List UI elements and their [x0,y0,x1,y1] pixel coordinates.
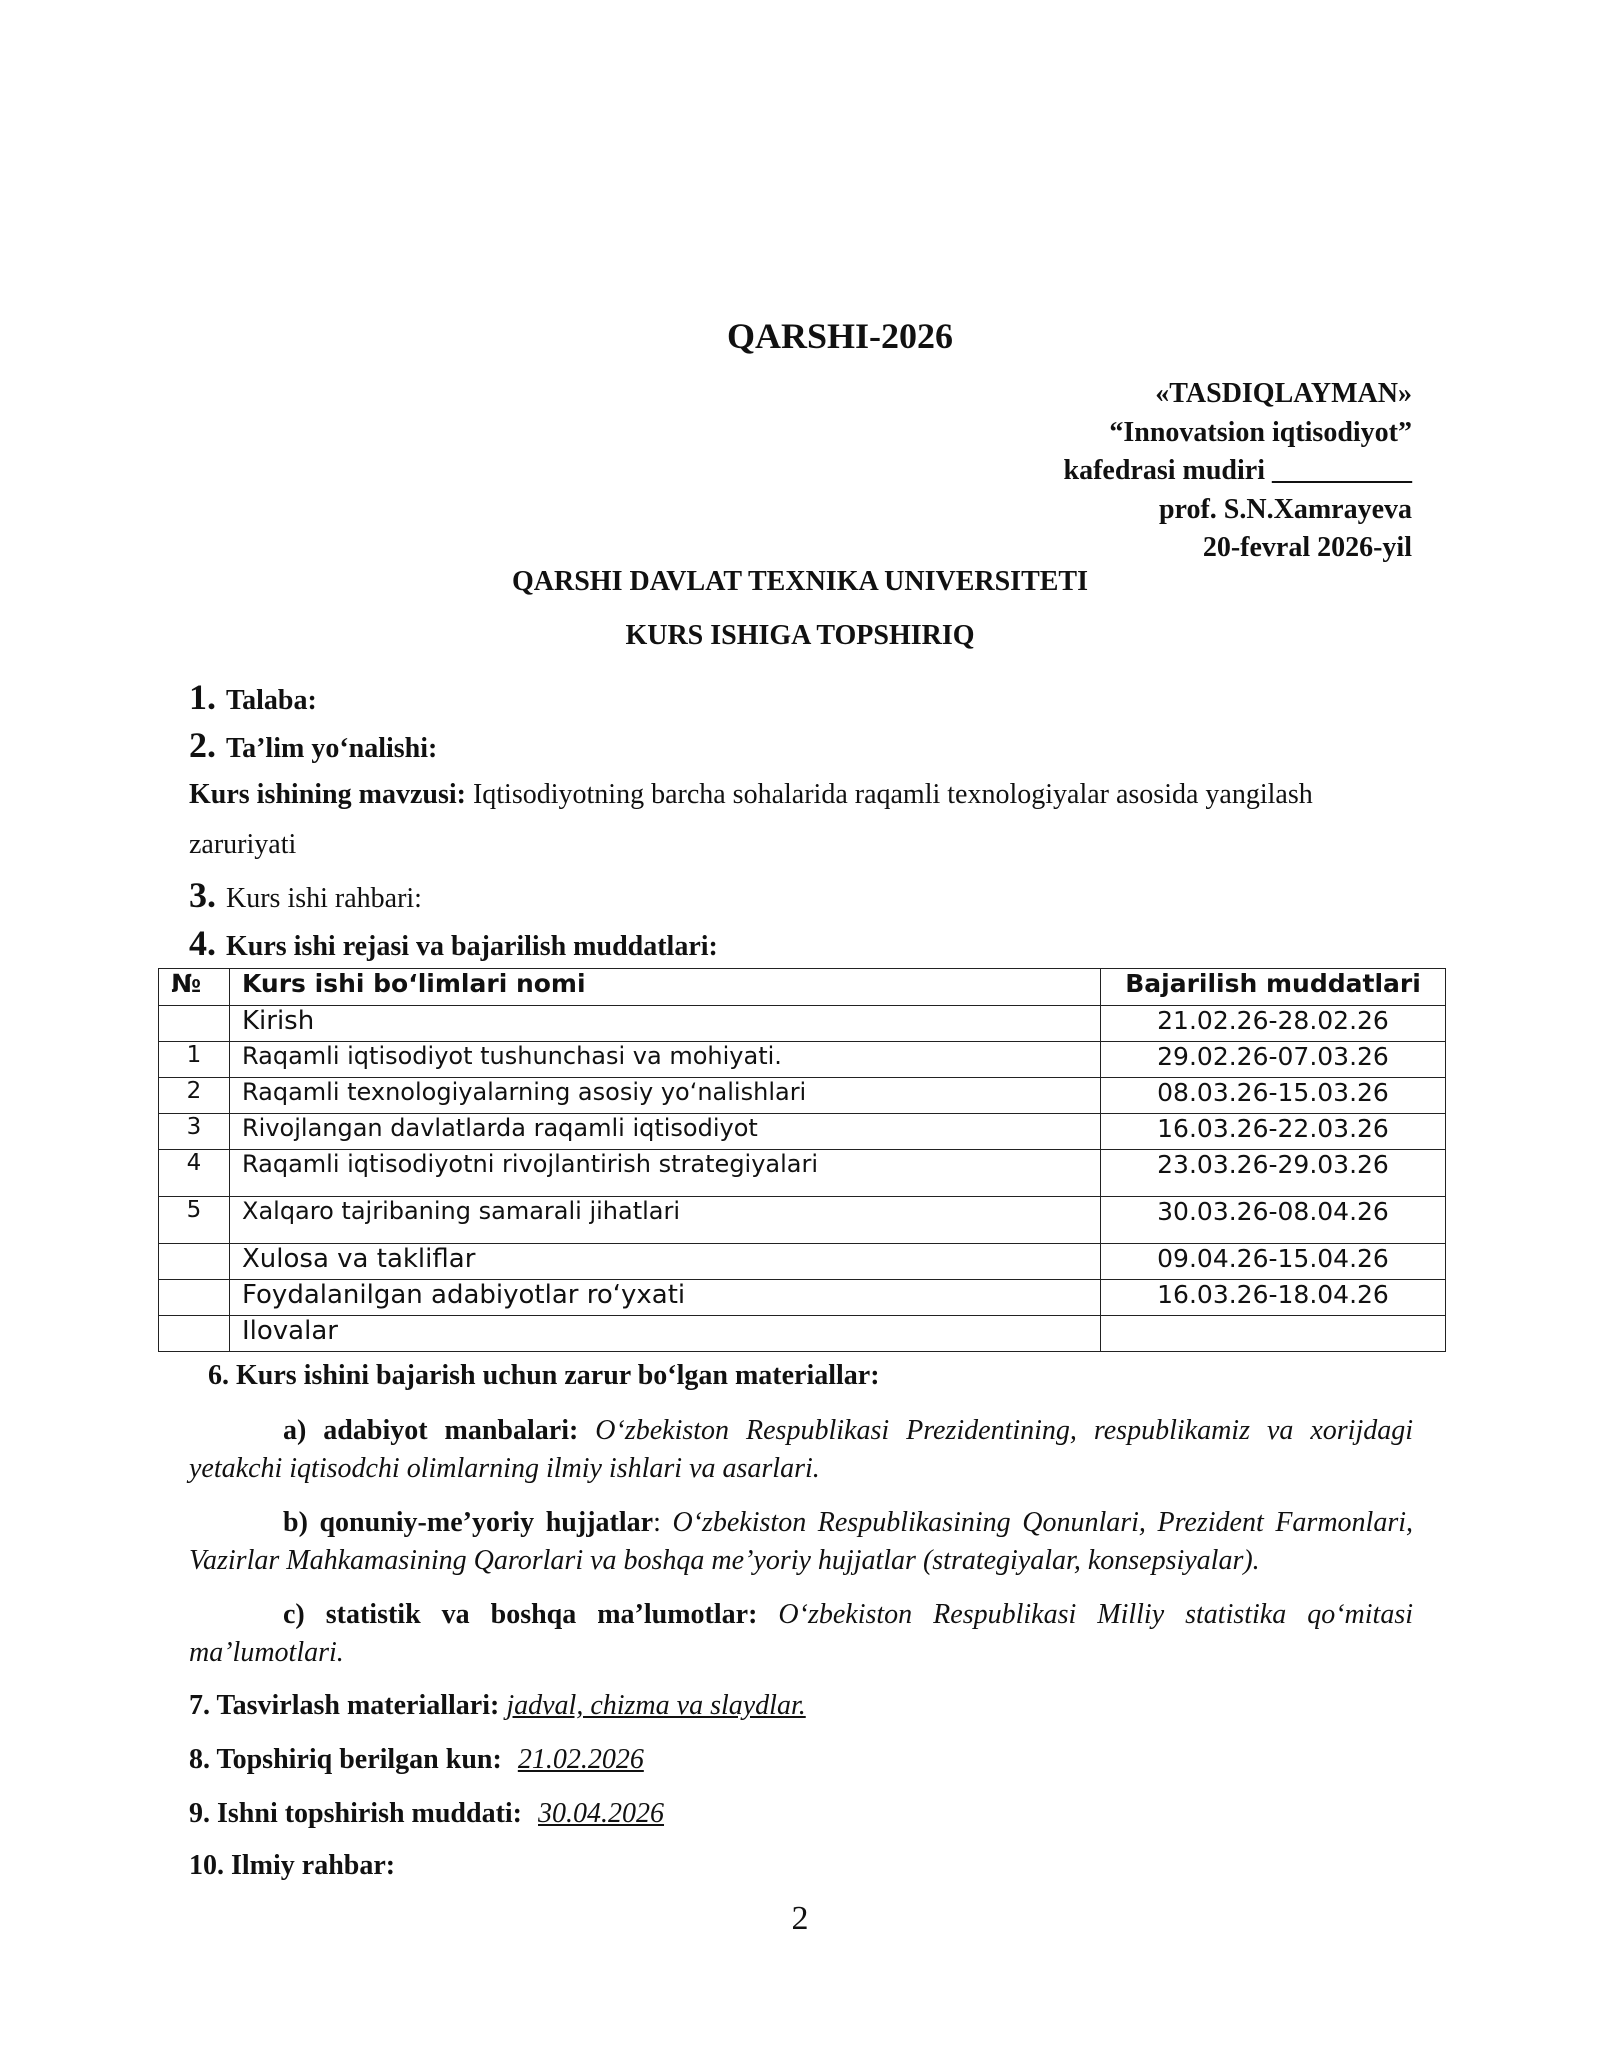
section-scientific-supervisor [189,1850,395,1882]
row-number [159,1244,230,1280]
table-row [159,1150,1446,1197]
table-row [159,1280,1446,1316]
city-year-title: QARSHI-2026 [726,316,954,356]
row-number: 3 [159,1114,230,1150]
item-number: 3. [189,875,216,915]
section-label: 10. Ilmiy rahbar: [189,1850,396,1881]
item-number: 1. [189,677,216,717]
table-header-row [159,969,1446,1006]
row-deadline: 16.03.26-22.03.26 [1101,1114,1446,1150]
row-number [159,1006,230,1042]
material-statistics [189,1596,1413,1672]
item-student [189,676,317,718]
approval-line-head: kafedrasi mudiri __________ [1063,455,1412,486]
approval-line-approve: «TASDIQLAYMAN» [1155,378,1412,409]
row-deadline: 29.02.26-07.03.26 [1101,1042,1446,1078]
row-deadline [1101,1316,1446,1352]
item-direction [189,724,437,766]
section-illustrations [189,1690,806,1722]
item-number: 4. [189,923,216,963]
row-number: 5 [159,1197,230,1244]
material-literature [189,1412,1413,1488]
row-number [159,1280,230,1316]
material-text: O‘zbekiston Respublikasi Milliy statistika qo‘mitasi ma’lumotlari. [189,1599,1414,1668]
header-section-name: Kurs ishi bo‘limlari nomi [230,969,1101,1006]
section-due-date [189,1798,664,1830]
row-number [159,1316,230,1352]
header-number: № [159,969,230,1006]
table-row [159,1078,1446,1114]
item-label: Ta’lim yo‘nalishi: [226,733,438,764]
row-deadline: 16.03.26-18.04.26 [1101,1280,1446,1316]
row-section-name: Raqamli texnologiyalarning asosiy yo‘nalishlari [230,1078,1101,1114]
row-number: 2 [159,1078,230,1114]
row-section-name: Ilovalar [230,1316,1101,1352]
table-row [159,1042,1446,1078]
item-plan [189,922,718,964]
section-label: 8. Topshiriq berilgan kun: [189,1744,502,1775]
item-supervisor [189,874,422,916]
row-deadline: 21.02.26-28.02.26 [1101,1006,1446,1042]
row-section-name: Raqamli iqtisodiyot tushunchasi va mohiyati. [230,1042,1101,1078]
row-section-name: Foydalanilgan adabiyotlar ro‘yxati [230,1280,1101,1316]
approval-block [1064,375,1412,568]
item-label: Talaba: [226,685,317,716]
table-row [159,1316,1446,1352]
item-number: 2. [189,725,216,765]
row-section-name: Rivojlangan davlatlarda raqamli iqtisodiyot [230,1114,1101,1150]
row-section-name: Xalqaro tajribaning samarali jihatlari [230,1197,1101,1244]
section-value: jadval, chizma va slaydlar. [506,1690,806,1721]
row-section-name: Kirish [230,1006,1101,1042]
section-materials-heading: 6. Kurs ishini bajarish uchun zarur bo‘lgan materiallar: [208,1360,880,1391]
row-section-name: Xulosa va takliflar [230,1244,1101,1280]
row-number: 1 [159,1042,230,1078]
approval-line-name: prof. S.N.Xamrayeva [1158,493,1412,525]
section-label: 7. Tasvirlash materiallari: [189,1690,500,1721]
row-deadline: 08.03.26-15.03.26 [1101,1078,1446,1114]
material-label: b) qonuniy-me’yoriy hujjatlar [283,1507,654,1538]
row-deadline: 09.04.26-15.04.26 [1101,1244,1446,1280]
material-text: O‘zbekiston Respublikasi Prezidentining, respublikamiz va xorijdagi yetakchi iqtisodchi olimlarning ilmiy ishlari va asarlari. [189,1415,1414,1484]
row-section-name: Raqamli iqtisodiyotni rivojlantirish strategiyalari [230,1150,1101,1197]
topic-label: Kurs ishining mavzusi: [189,779,466,810]
row-number: 4 [159,1150,230,1197]
university-name: QARSHI DAVLAT TEXNIKA UNIVERSITETI [512,566,1088,597]
table-row [159,1197,1446,1244]
task-title: KURS ISHIGA TOPSHIRIQ [625,620,975,651]
page-number: 2 [791,1900,809,1937]
table-row [159,1006,1446,1042]
table-row [159,1244,1446,1280]
plan-table [158,968,1446,1352]
material-text: O‘zbekiston Respublikasining Qonunlari, Prezident Farmonlari, Vazirlar Mahkamasining Qarorlari va boshqa me’yoriy hujjatlar (strategiyalar, konsepsiyalar). [189,1507,1414,1576]
row-deadline: 30.03.26-08.04.26 [1101,1197,1446,1244]
approval-line-department: “Innovatsion iqtisodiyot” [1109,416,1412,448]
section-label: 9. Ishni topshirish muddati: [189,1798,523,1829]
material-label: c) statistik va boshqa ma’lumotlar: [283,1599,758,1630]
section-value: 21.02.2026 [517,1744,644,1775]
section-value: 30.04.2026 [538,1798,665,1829]
topic-text: Iqtisodiyotning barcha sohalarida raqamli texnologiyalar asosida yangilash zaruriyati [189,779,1313,860]
header-deadlines: Bajarilish muddatlari [1101,969,1446,1006]
item-label: Kurs ishi rejasi va bajarilish muddatlari: [226,931,718,962]
item-label: Kurs ishi rahbari: [226,883,422,914]
course-topic [189,770,1419,870]
row-deadline: 23.03.26-29.03.26 [1101,1150,1446,1197]
section-issue-date [189,1744,644,1776]
table-row [159,1114,1446,1150]
approval-line-date: 20-fevral 2026-yil [1202,532,1412,563]
material-label: a) adabiyot manbalari: [283,1415,579,1446]
material-legal-documents: b) qonuniy-me’yoriy hujjatlar: O‘zbekiston Respublikasining Qonunlari, Prezident Farmonlari, Vazirlar Mahkamasining Qarorlari va boshqa me’yoriy hujjatlar (strategiyalar, konsepsiyalar). [189,1507,1414,1576]
